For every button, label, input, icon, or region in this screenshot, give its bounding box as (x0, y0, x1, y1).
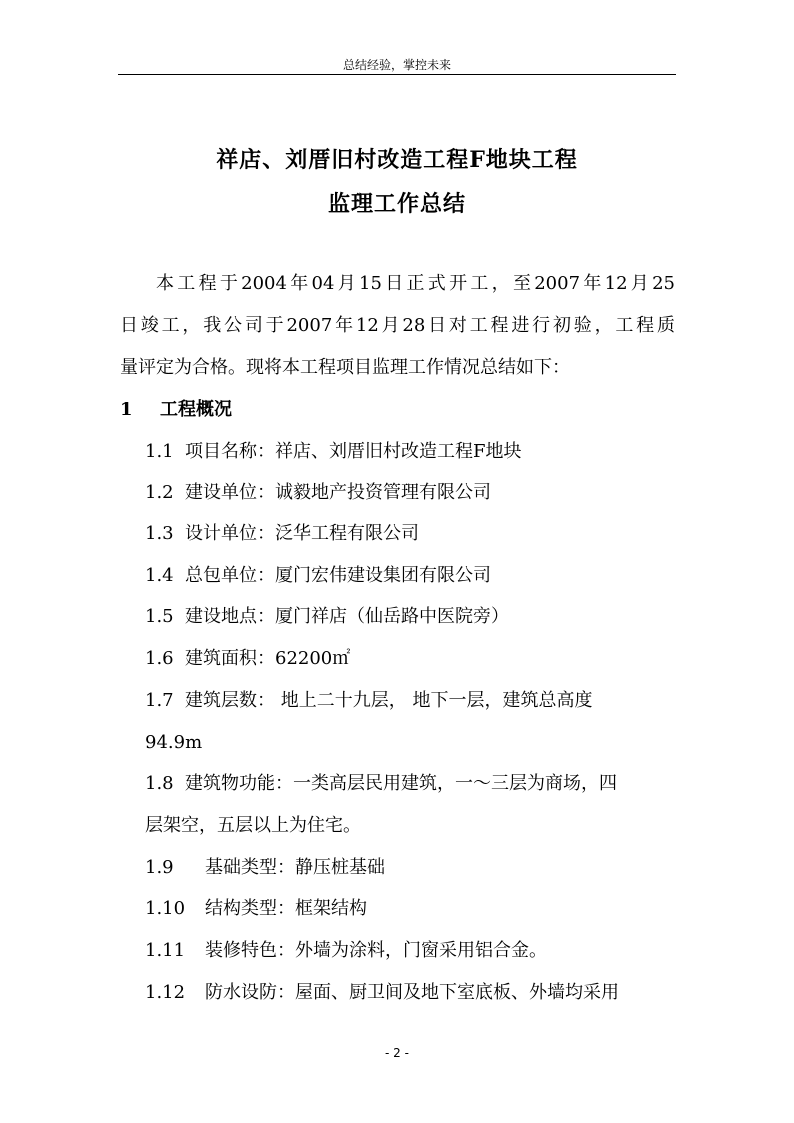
list-item (145, 605, 675, 629)
list-item-continuation: 94.9m (145, 732, 203, 753)
item-number: 1.9 (145, 857, 174, 878)
header-rule (118, 74, 676, 75)
intro-line-2: 日竣工，我公司于2007年12月28日对工程进行初验，工程质 (120, 315, 675, 336)
item-number: 1.3 (145, 523, 174, 544)
list-item (145, 939, 675, 963)
intro-line-1: 本工程于2004年04月15日正式开工，至2007年12月25 (156, 273, 675, 294)
list-item (145, 856, 675, 880)
list-item (145, 647, 675, 671)
list-item (145, 689, 675, 713)
list-item-continuation: 层架空，五层以上为住宅。 (145, 815, 361, 836)
item-number: 1.4 (145, 565, 174, 586)
item-number: 1.6 (145, 648, 174, 669)
list-item (145, 481, 675, 505)
item-number: 1.2 (145, 482, 174, 503)
item-number: 1.8 (145, 773, 174, 794)
section-number: 1 (120, 399, 133, 420)
item-text: 建设单位：诚毅地产投资管理有限公司 (185, 482, 491, 503)
page-header: 总结经验，掌控未来 (342, 58, 451, 72)
list-item (145, 897, 675, 921)
list-item (145, 522, 675, 546)
document-subtitle: 监理工作总结 (327, 191, 466, 217)
item-number: 1.11 (145, 940, 186, 961)
item-number: 1.10 (145, 898, 186, 919)
document-title: 祥店、刘厝旧村改造工程F地块工程 (216, 147, 578, 173)
item-text: 建筑面积：62200㎡ (185, 648, 351, 669)
section-title: 工程概况 (160, 399, 232, 420)
intro-line-3: 量评定为合格。现将本工程项目监理工作情况总结如下： (120, 357, 570, 378)
item-text: 设计单位：泛华工程有限公司 (185, 523, 419, 544)
item-text: 建设地点：厦门祥店（仙岳路中医院旁） (185, 606, 509, 627)
item-text: 结构类型：框架结构 (205, 898, 367, 919)
list-item (145, 772, 675, 796)
item-text: 建筑物功能：一类高层民用建筑，一～三层为商场，四 (185, 773, 617, 794)
item-text: 建筑层数： 地上二十九层， 地下一层，建筑总高度 (185, 690, 593, 711)
item-text: 项目名称：祥店、刘厝旧村改造工程F地块 (185, 441, 522, 462)
item-text: 总包单位：厦门宏伟建设集团有限公司 (185, 565, 491, 586)
item-number: 1.5 (145, 606, 174, 627)
item-number: 1.12 (145, 982, 186, 1003)
list-item (145, 440, 675, 464)
item-number: 1.7 (145, 690, 174, 711)
item-text: 防水设防：屋面、厨卫间及地下室底板、外墙均采用 (205, 982, 619, 1003)
list-item (145, 981, 675, 1005)
item-text: 基础类型：静压桩基础 (205, 857, 385, 878)
item-number: 1.1 (145, 441, 174, 462)
page-number: - 2 - (385, 1046, 409, 1060)
list-item (145, 564, 675, 588)
item-text: 装修特色：外墙为涂料，门窗采用铝合金。 (205, 940, 547, 961)
